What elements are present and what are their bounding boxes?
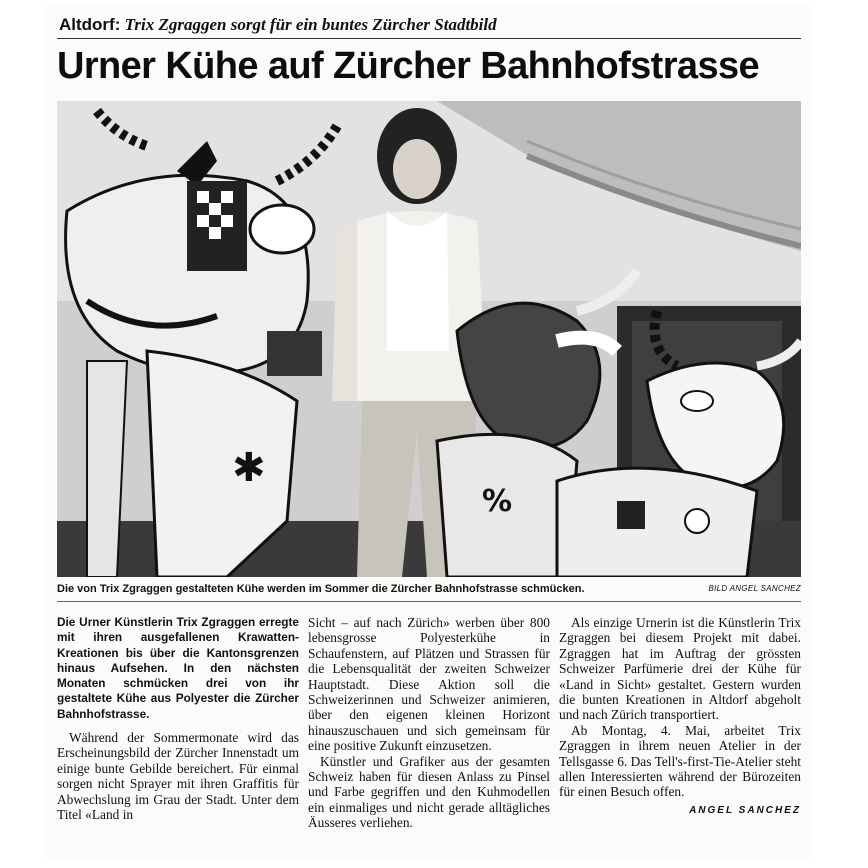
article-body-paragraph-3: Als einzige Urnerin ist die Künstlerin Trix Zgraggen bei diesem Projekt mit dabei. Zgraggen hat im Auftrag der grössten Schweizer Parfümerie drei der Kühe für «Land in Sicht» gestaltet. Gestern wurden die bunten Kreationen in Altdorf abgeholt und nach Zürich transportiert. [559, 615, 801, 723]
caption-rule [57, 601, 801, 602]
cow-percent-mark: % [482, 484, 513, 519]
article-body-paragraph-1: Während der Sommermonate wird das Erscheinungsbild der Zürcher Innenstadt um einige bunte Gebilde bereichert. Für einmal sorgen nicht Sprayer mit ihren Graffitis für Abwechslung im Grau der Stadt. Unter dem Titel «Land in [57, 730, 299, 823]
kicker [59, 14, 799, 36]
cow-star-mark: ✱ [232, 445, 266, 491]
article-photo [57, 101, 801, 577]
photo-caption [57, 581, 801, 597]
newspaper-clipping [45, 6, 813, 858]
article-body-paragraph-4: Ab Montag, 4. Mai, arbeitet Trix Zgraggen in ihrem neuen Atelier in der Tellsgasse 6. Das Tell's-first-Tie-Atelier steht allen Interessierten während der Bürozeiten für einen Besuch offen. [559, 722, 801, 800]
kicker-subtitle: Trix Zgraggen sorgt für ein buntes Zürcher Stadtbild [124, 15, 497, 34]
headline: Urner Kühe auf Zürcher Bahnhofstrasse [57, 45, 760, 87]
article-body-paragraph-2: Künstler und Grafiker aus der gesamten Schweiz haben für diesen Anlass zu Pinsel und Farbe gegriffen und den Kuhmodellen ein einmaliges und nicht gerade alltägliches Äusseres verliehen. [308, 753, 550, 831]
article-lead: Die Urner Künstlerin Trix Zgraggen erregte mit ihren ausgefallenen Krawatten-Kreationen bis über die Kantonsgrenzen hinaus Aufsehen. In den nächsten Monaten schmücken drei von ihr gestaltete Kühe aus Polyester die Zürcher Bahnhofstrasse. [57, 615, 299, 721]
article-body-paragraph-1-continued: Sicht – auf nach Zürich» werben über 800 lebensgrosse Polyesterkühe in Schaufenstern, auf Plätzen und Strassen für die Lebensqualität der zweiten Schweizer Hauptstadt. Diese Aktion soll die Schweizerinnen und Schweizer animieren, über den eigenen kleinen Horizont hinauszuschauen und sich gemeinsam für eine positive Zukunft einzusetzen. [308, 615, 550, 754]
article-author: ANGEL SANCHEZ [689, 804, 801, 816]
column-2 [308, 615, 550, 831]
kicker-rule [57, 38, 801, 39]
column-1 [57, 615, 299, 823]
photo-caption-text: Die von Trix Zgraggen gestalteten Kühe werden im Sommer die Zürcher Bahnhofstrasse schmücken. [57, 583, 585, 595]
cows-photo-illustration [57, 101, 801, 577]
photo-credit: BILD ANGEL SANCHEZ [708, 584, 801, 593]
kicker-place: Altdorf: [59, 15, 121, 34]
column-3 [559, 615, 801, 818]
